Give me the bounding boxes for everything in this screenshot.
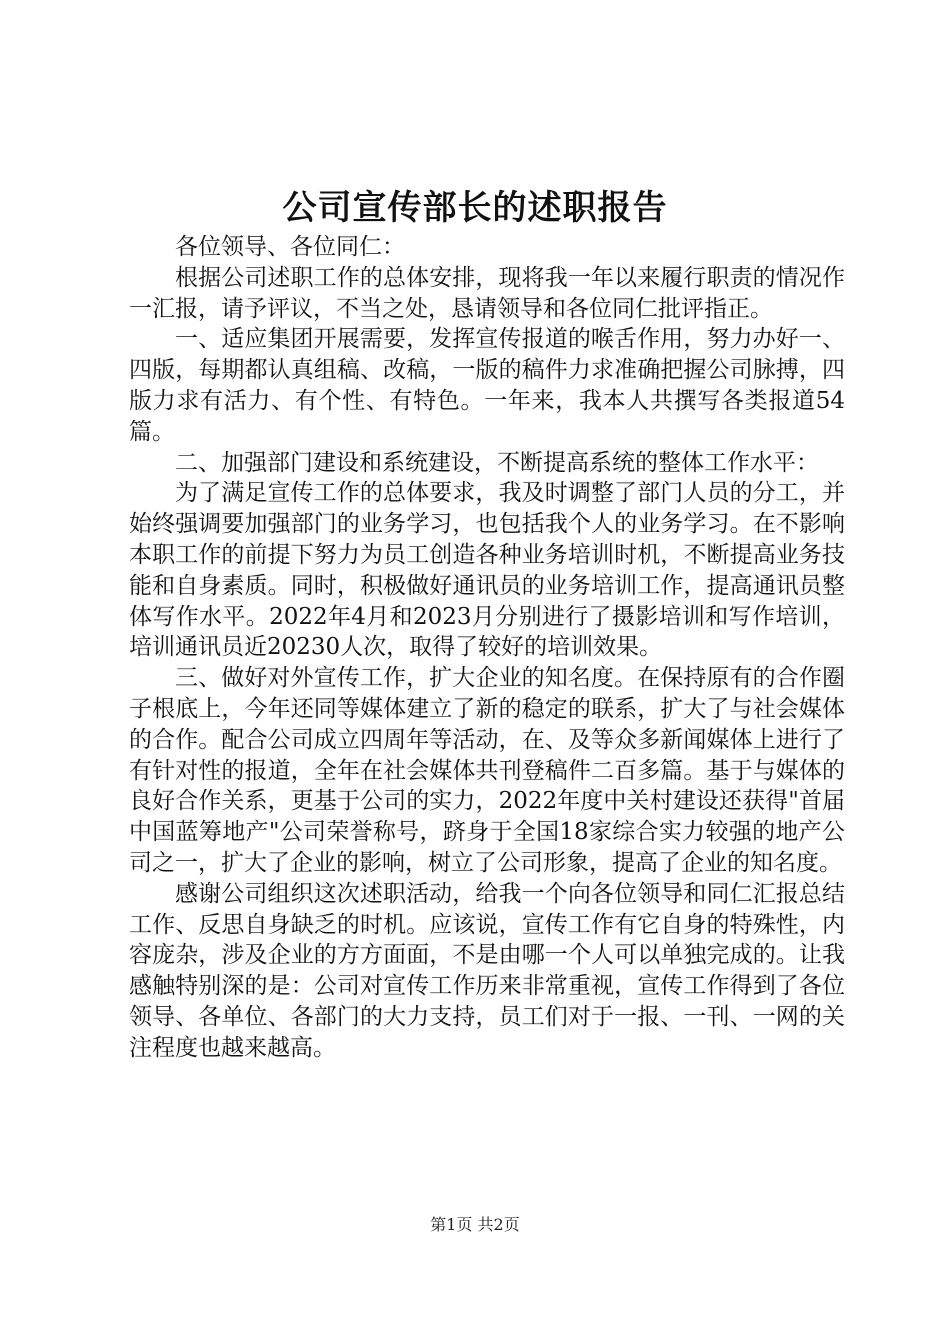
paragraph-closing: 感谢公司组织这次述职活动，给我一个向各位领导和同仁汇报总结工作、反思自身缺乏的时机。应该说，宣传工作有它自身的特殊性，内容庞杂，涉及企业的方方面面，不是由哪一个人可以单独完成的。让我感触特别深的是：公司对宣传工作历来非常重视，宣传工作得到了各位领导、各单位、各部门的大力支持，员工们对于一报、一刊、一网的关注程度也越来越高。 [129, 880, 845, 1061]
document-title: 公司宣传部长的述职报告 [282, 188, 668, 228]
document-body [129, 232, 845, 1064]
paragraph-section-1: 一、适应集团开展需要，发挥宣传报道的喉舌作用，努力办好一、四版，每期都认真组稿、改稿，一版的稿件力求准确把握公司脉搏，四版力求有活力、有个性、有特色。一年来，我本人共撰写各类报道54篇。 [129, 326, 845, 445]
paragraph-intro: 根据公司述职工作的总体安排，现将我一年以来履行职责的情况作一汇报，请予评议，不当之处，恳请领导和各位同仁批评指正。 [129, 264, 845, 322]
page-number-footer: 第1页 共2页 [430, 1215, 520, 1234]
salutation: 各位领导、各位同仁： [175, 234, 405, 260]
paragraph-section-3: 三、做好对外宣传工作，扩大企业的知名度。在保持原有的合作圈子根底上，今年还同等媒体建立了新的稳定的联系，扩大了与社会媒体的合作。配合公司成立四周年等活动，在、及等众多新闻媒体上进行了有针对性的报道，全年在社会媒体共刊登稿件二百多篇。基于与媒体的良好合作关系，更基于公司的实力，2022年度中关村建设还获得"首届中国蓝筹地产"公司荣誉称号，跻身于全国18家综合实力较强的地产公司之一，扩大了企业的影响，树立了公司形象，提高了企业的知名度。 [129, 665, 845, 876]
paragraph-section-2-body: 为了满足宣传工作的总体要求，我及时调整了部门人员的分工，并始终强调要加强部门的业务学习，也包括我个人的业务学习。在不影响本职工作的前提下努力为员工创造各种业务培训时机，不断提高业务技能和自身素质。同时，积极做好通讯员的业务培训工作，提高通讯员整体写作水平。2022年4月和2023月分别进行了摄影培训和写作培训，培训通讯员近20230人次，取得了较好的培训效果。 [129, 480, 845, 661]
paragraph-section-2-heading: 二、加强部门建设和系统建设，不断提高系统的整体工作水平： [175, 449, 819, 476]
